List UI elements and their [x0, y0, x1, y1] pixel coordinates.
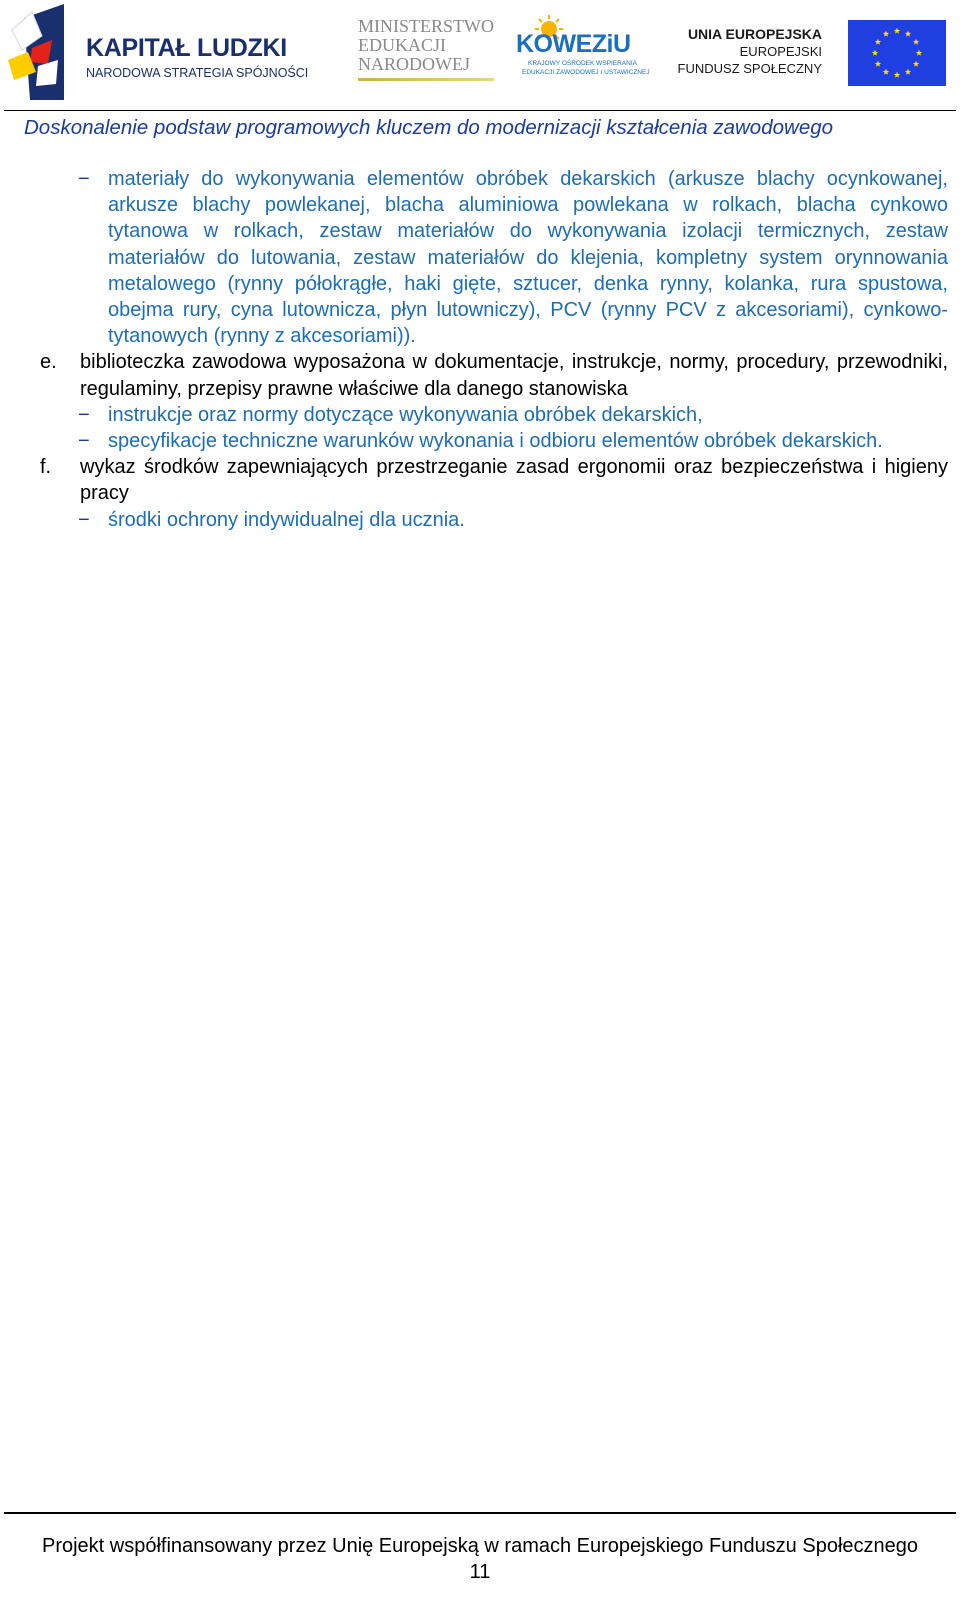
- kapital-ludzki-tagline: NARODOWA STRATEGIA SPÓJNOŚCI: [86, 66, 309, 80]
- item-text: materiały do wykonywania elementów obróbek dekarskich (arkusze blachy ocynkowanej, arkusze blachy powlekanej, blacha aluminiowa powlekana w rolkach, blacha cynkowo tytanowa w rolkach, zestaw materiałów do wykonywania izolacji termicznych, zestaw materiałów do lutowania, zestaw materiałów do klejenia, kompletny system orynnowania metalowego (rynny półokrągłe, haki gięte, sztucer, denka rynny, kolanka, rura spustowa, obejma rury, cyna lutownicza, płyn lutowniczy), PCV (rynny PCV z akcesoriami), cynkowo-tytanowych (rynny z akcesoriami)).: [108, 168, 948, 348]
- eu-flag-icon: [848, 20, 946, 86]
- koweziu-name: KOWEZiU: [516, 30, 631, 58]
- dash-bullet: −: [78, 430, 90, 453]
- item-text: wykaz środków zapewniających przestrzeganie zasad ergonomii oraz bezpieczeństwa i higieny pracy: [80, 456, 948, 505]
- item-label: f.: [40, 456, 52, 479]
- item-text: biblioteczka zawodowa wyposażona w dokumentacje, instrukcje, normy, procedury, przewodniki, regulaminy, przepisy prawne właściwe dla danego stanowiska: [80, 351, 948, 400]
- list-item: [40, 507, 948, 533]
- list-item: [40, 166, 948, 349]
- list-item-f: [40, 454, 948, 506]
- list-item: [40, 402, 948, 428]
- koweziu-sub-2: EDUKACJI ZAWODOWEJ I USTAWICZNEJ: [522, 69, 650, 76]
- kapital-ludzki-name: KAPITAŁ LUDZKI: [86, 34, 287, 62]
- document-body: [40, 166, 948, 533]
- footer-text: Projekt współfinansowany przez Unię Europejską w ramach Europejskiego Funduszu Społecznego: [41, 1535, 919, 1557]
- eu-logo: [677, 20, 950, 90]
- dash-bullet: −: [78, 168, 90, 190]
- men-line-1: MINISTERSTWO: [358, 16, 494, 36]
- header-divider: [4, 110, 956, 111]
- men-underline: [358, 78, 494, 81]
- eu-line-1: UNIA EUROPEJSKA: [687, 26, 822, 42]
- list-item: [40, 428, 948, 454]
- men-line-3: NARODOWEJ: [358, 54, 470, 74]
- eu-line-3: FUNDUSZ SPOŁECZNY: [677, 61, 822, 76]
- men-line-2: EDUKACJI: [358, 35, 446, 55]
- item-text: instrukcje oraz normy dotyczące wykonywania obróbek dekarskich,: [108, 403, 703, 426]
- dash-bullet: −: [78, 508, 90, 531]
- item-text: specyfikacje techniczne warunków wykonania i odbioru elementów obróbek dekarskich.: [108, 430, 883, 453]
- koweziu-logo: [512, 14, 650, 86]
- list-item-e: [40, 349, 948, 401]
- dash-bullet: −: [78, 403, 90, 426]
- logo-bar: [0, 0, 960, 108]
- page-number: 11: [469, 1561, 491, 1583]
- kapital-ludzki-logo: [0, 0, 310, 104]
- men-logo: [354, 16, 500, 88]
- item-label: e.: [40, 351, 57, 374]
- kapital-ludzki-emblem: [2, 0, 72, 104]
- item-text: środki ochrony indywidualnej dla ucznia.: [108, 508, 465, 531]
- koweziu-sub-1: KRAJOWY OŚRODEK WSPIERANIA: [528, 60, 637, 67]
- footer-divider: [4, 1512, 956, 1514]
- eu-line-2: EUROPEJSKI: [739, 44, 822, 59]
- running-title: Doskonalenie podstaw programowych kluczem do modernizacji kształcenia zawodowego: [24, 116, 834, 139]
